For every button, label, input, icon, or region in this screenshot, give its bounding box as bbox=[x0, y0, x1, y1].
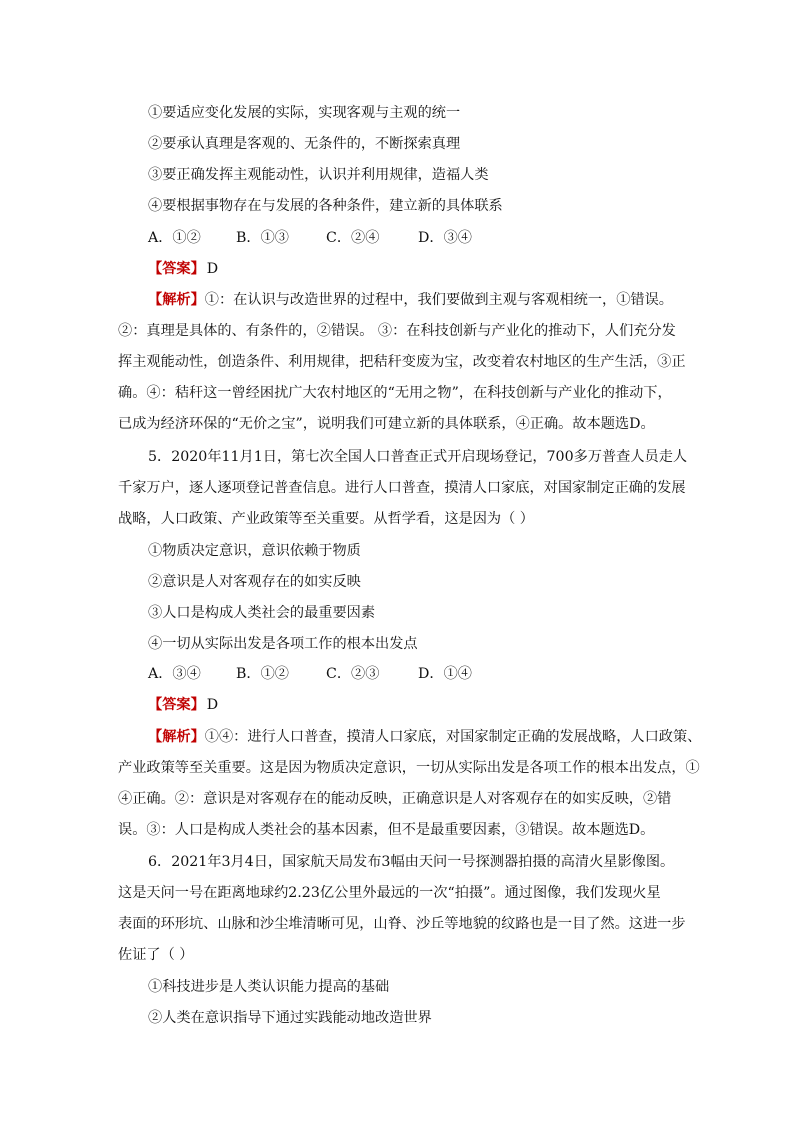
q5-stem-line-2: 千家万户，逐人逐项登记普查信息。进行人口普查，摸清人口家底，对国家制定正确的发展 bbox=[118, 480, 686, 496]
q5-analysis-line-2: 产业政策等至关重要。这是因为物质决定意识，一切从实际出发是各项工作的根本出发点，① bbox=[118, 760, 700, 776]
q4-option-1: ①要适应变化发展的实际，实现客观与主观的统一 bbox=[148, 105, 461, 121]
q4-analysis-line-4: 确。④：秸秆这一曾经困扰广大农村地区的“无用之物”，在科技创新与产业化的推动下， bbox=[118, 385, 672, 401]
q5-analysis-text-1: ①④：进行人口普查，摸清人口家底，对国家制定正确的发展战略，人口政策、 bbox=[204, 729, 702, 745]
q5-option-2: ②意识是人对客观存在的如实反映 bbox=[148, 574, 361, 590]
q4-analysis-line-2: ②：真理是具体的、有条件的，②错误。 ③：在科技创新与产业化的推动下，人们充分发 bbox=[118, 323, 676, 339]
q6-option-2: ②人类在意识指导下通过实践能动地改造世界 bbox=[148, 1010, 432, 1026]
q5-stem-line-1: 5．2020年11月1日，第七次全国人口普查正式开启现场登记，700多万普查人员走人 bbox=[148, 449, 688, 465]
q4-choice-c: C．②④ bbox=[326, 230, 380, 246]
q6-stem-line-1: 6．2021年3月4日，国家航天局发布3幅由天问一号探测器拍摄的高清火星影像图。 bbox=[148, 854, 675, 870]
q5-choices bbox=[148, 664, 472, 684]
q6-stem-line-3: 表面的环形坑、山脉和沙尘堆清晰可见，山脊、沙丘等地貌的纹路也是一目了然。这进一步 bbox=[118, 916, 686, 932]
q5-stem-line-3: 战略，人口政策、产业政策等至关重要。从哲学看，这是因为（ ） bbox=[118, 511, 534, 527]
q5-option-1: ①物质决定意识，意识依赖于物质 bbox=[148, 543, 361, 559]
q4-option-4: ④要根据事物存在与发展的各种条件，建立新的具体联系 bbox=[148, 198, 503, 214]
q5-choice-a: A．③④ bbox=[148, 666, 201, 682]
q4-option-3: ③要正确发挥主观能动性，认识并利用规律，造福人类 bbox=[148, 167, 489, 183]
q5-choice-d: D．①④ bbox=[418, 666, 472, 682]
q4-choice-b: B．①③ bbox=[236, 230, 289, 246]
q4-analysis-label: 【解析】 bbox=[148, 292, 205, 308]
q4-choice-a: A．①② bbox=[148, 230, 201, 246]
q5-analysis-line-3: ④正确。②：意识是对客观存在的能动反映，正确意识是人对客观存在的如实反映，②错 bbox=[118, 791, 672, 807]
q4-analysis-line-3: 挥主观能动性，创造条件、利用规律，把秸秆变废为宝，改变着农村地区的生产生活，③正 bbox=[118, 354, 686, 370]
q5-analysis-label: 【解析】 bbox=[148, 729, 205, 745]
q4-answer-value: D bbox=[206, 261, 219, 277]
q5-answer bbox=[148, 695, 218, 715]
q5-analysis-line-4: 误。③：人口是构成人类社会的基本因素，但不是最重要因素，③错误。故本题选D。 bbox=[118, 822, 655, 838]
q5-answer-value: D bbox=[206, 697, 219, 713]
q6-stem-line-4: 佐证了（ ） bbox=[118, 947, 194, 963]
q6-stem-line-2: 这是天问一号在距离地球约2.23亿公里外最远的一次“拍摄”。通过图像，我们发现火星 bbox=[118, 885, 661, 901]
q5-answer-label: 【答案】 bbox=[148, 697, 205, 713]
q5-analysis-line-1 bbox=[148, 727, 701, 747]
q5-choice-b: B．①② bbox=[236, 666, 289, 682]
q4-choice-d: D．③④ bbox=[418, 230, 472, 246]
q6-option-1: ①科技进步是人类认识能力提高的基础 bbox=[148, 979, 390, 995]
q4-analysis-line-1 bbox=[148, 290, 673, 310]
q5-option-4: ④一切从实际出发是各项工作的根本出发点 bbox=[148, 636, 418, 652]
q4-answer bbox=[148, 259, 218, 279]
q5-choice-c: C．②③ bbox=[326, 666, 380, 682]
q4-choices bbox=[148, 228, 472, 248]
q4-option-2: ②要承认真理是客观的、无条件的，不断探索真理 bbox=[148, 136, 461, 152]
q4-analysis-line-5: 已成为经济环保的“无价之宝”，说明我们可建立新的具体联系，④正确。故本题选D。 bbox=[118, 416, 655, 432]
q4-analysis-text-1: ①：在认识与改造世界的过程中，我们要做到主观与客观相统一，①错误。 bbox=[204, 292, 673, 308]
q5-option-3: ③人口是构成人类社会的最重要因素 bbox=[148, 605, 376, 621]
q4-answer-label: 【答案】 bbox=[148, 261, 205, 277]
